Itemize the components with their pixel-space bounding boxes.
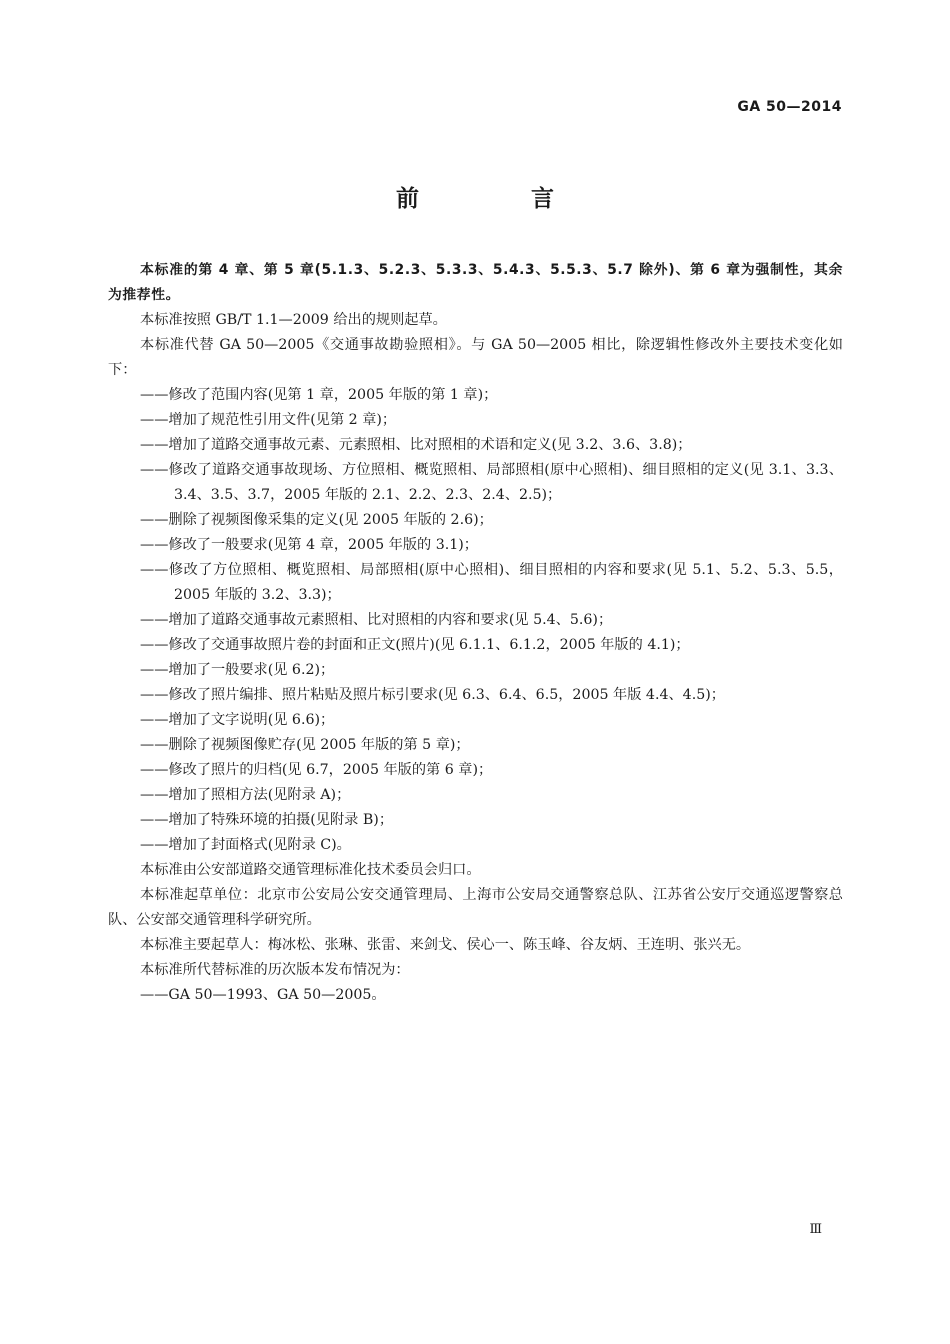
list-item: ——修改了照片的归档(见 6.7，2005 年版的第 6 章)； [140,762,493,778]
changes-list [108,383,843,858]
list-item: ——增加了封面格式(见附录 C)。 [140,837,351,853]
drafting-rules-paragraph: 本标准按照 GB/T 1.1—2009 给出的规则起草。 [140,312,447,328]
replacement-paragraph: 本标准代替 GA 50—2005《交通事故勘验照相》。与 GA 50—2005 相比，除逻辑性修改外主要技术变化如下： [108,337,843,378]
list-item: ——修改了道路交通事故现场、方位照相、概览照相、局部照相(原中心照相)、细目照相的定义(见 3.1、3.3、3.4、3.5、3.7，2005 年版的 2.1、2.2、2.3、2.4、2.5)； [140,462,843,503]
drafting-units-paragraph: 本标准起草单位：北京市公安局公安交通管理局、上海市公安局交通警察总队、江苏省公安厅交通巡逻警察总队、公安部交通管理科学研究所。 [108,887,843,928]
list-item: ——增加了文字说明(见 6.6)； [140,712,335,728]
list-item: ——增加了照相方法(见附录 A)； [140,787,351,803]
list-item: ——增加了道路交通事故元素、元素照相、比对照相的术语和定义(见 3.2、3.6、3.8)； [140,437,692,453]
list-item: ——修改了照片编排、照片粘贴及照片标引要求(见 6.3、6.4、6.5，2005 年版 4.4、4.5)； [140,687,725,703]
history-item: ——GA 50—1993、GA 50—2005。 [140,987,386,1003]
list-item: ——修改了方位照相、概览照相、局部照相(原中心照相)、细目照相的内容和要求(见 5.1、5.2、5.3、5.5，2005 年版的 3.2、3.3)； [140,562,843,603]
list-item: ——删除了视频图像贮存(见 2005 年版的第 5 章)； [140,737,470,753]
list-item: ——修改了交通事故照片卷的封面和正文(照片)(见 6.1.1、6.1.2，2005 年版的 4.1)； [140,637,690,653]
document-body [108,258,843,1008]
page-number: Ⅲ [809,1222,822,1237]
list-item: ——删除了视频图像采集的定义(见 2005 年版的 2.6)； [140,512,493,528]
page-title: 前 言 [395,186,606,212]
list-item: ——修改了范围内容(见第 1 章，2005 年版的第 1 章)； [140,387,498,403]
mandatory-clause-paragraph: 本标准的第 4 章、第 5 章(5.1.3、5.2.3、5.3.3、5.4.3、5.5.3、5.7 除外)、第 6 章为强制性，其余为推荐性。 [108,262,843,303]
list-item: ——增加了道路交通事故元素照相、比对照相的内容和要求(见 5.4、5.6)； [140,612,613,628]
list-item: ——增加了特殊环境的拍摄(见附录 B)； [140,812,394,828]
standard-code: GA 50—2014 [737,99,842,115]
list-item: ——修改了一般要求(见第 4 章，2005 年版的 3.1)； [140,537,478,553]
list-item: ——增加了一般要求(见 6.2)； [140,662,335,678]
list-item: ——增加了规范性引用文件(见第 2 章)； [140,412,397,428]
responsible-committee-paragraph: 本标准由公安部道路交通管理标准化技术委员会归口。 [140,862,481,878]
drafters-paragraph: 本标准主要起草人：梅冰松、张琳、张雷、来剑戈、侯心一、陈玉峰、谷友炳、王连明、张兴无。 [140,937,751,953]
history-intro-paragraph: 本标准所代替标准的历次版本发布情况为： [140,962,410,978]
